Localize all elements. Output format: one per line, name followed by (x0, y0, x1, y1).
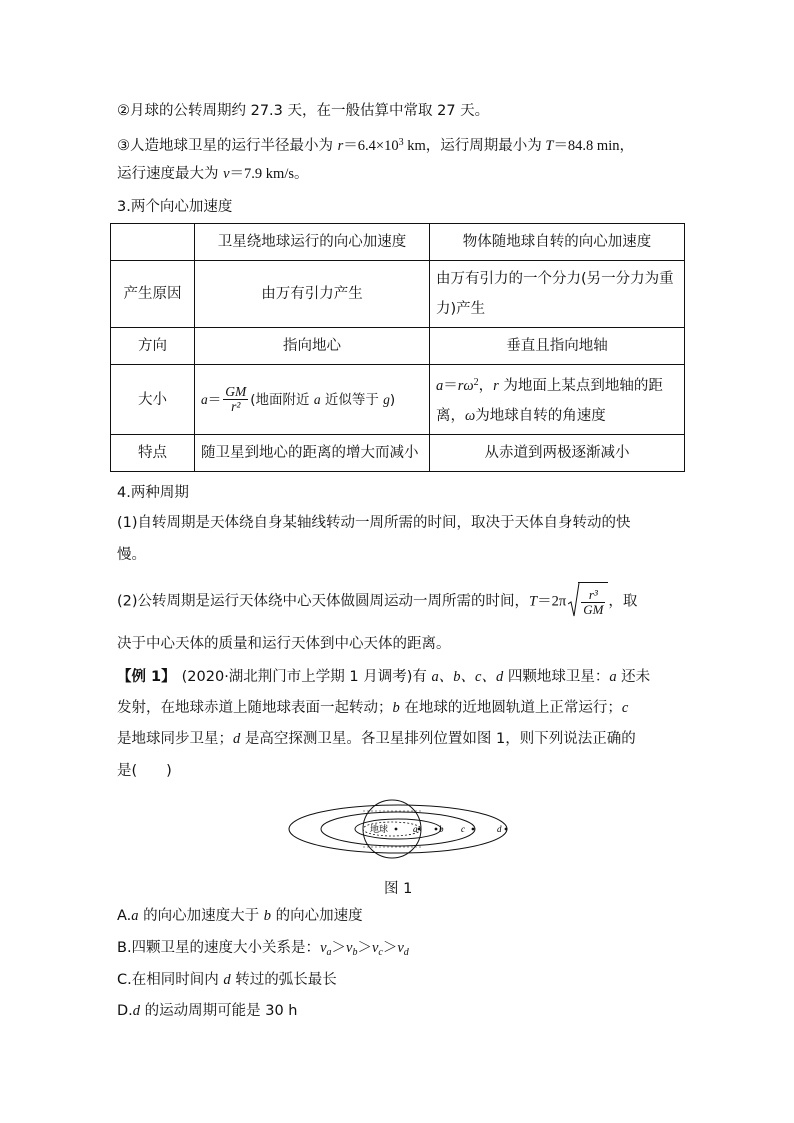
sat-c-dot (472, 828, 475, 831)
option-d (117, 1001, 298, 1021)
table-row-feature (111, 435, 685, 472)
var-r: r (337, 138, 344, 154)
var-v: v (223, 166, 230, 182)
paragraph-text: (2)公转周期是运行天体绕中心天体做圆周运动一周所需的时间， (117, 593, 530, 610)
var-r-omega: rω (457, 378, 474, 394)
var-d: d (132, 1003, 141, 1019)
example-text: 四颗地球卫星： (503, 669, 610, 685)
var-c: c (621, 700, 629, 716)
option-c (117, 970, 337, 990)
acceleration-table (110, 223, 685, 472)
var-a: a (131, 908, 139, 924)
intro-text: ③人造地球卫星的运行半径最小为 (117, 138, 338, 154)
intro-text: km，运行周期最小为 (403, 138, 546, 154)
row-label: 方向 (111, 328, 195, 365)
sat-c-label: c (461, 824, 465, 834)
paragraph-text: 决于中心天体的质量和运行天体到中心天体的距离。 (117, 636, 451, 652)
figure-orbits (287, 798, 517, 866)
row-label: 特点 (111, 435, 195, 472)
var-g: g (383, 391, 390, 407)
equals: ＝ (443, 378, 458, 394)
option-a (117, 906, 363, 926)
heading-text: 3.两个向心加速度 (117, 199, 233, 215)
row-label: 大小 (111, 365, 195, 435)
example-text: 还未 (616, 669, 651, 685)
example-tag: 【例 1】 (117, 669, 176, 685)
example-text: 是地球同步卫星； (117, 731, 233, 747)
option-text: C.在相同时间内 (117, 972, 224, 988)
cell-satellite: 随卫星到地心的距离的增大而减小 (195, 435, 430, 472)
fraction-denominator: r² (231, 399, 241, 414)
exponent: 2 (473, 377, 479, 388)
example-text: 发射，在地球赤道上随地球表面一起转动； (117, 700, 393, 716)
var-d: d (223, 972, 231, 988)
note-text: 近似等于 (320, 391, 384, 408)
orbit-diagram (287, 798, 517, 862)
table-row-cause (111, 261, 685, 328)
paragraph-text: 慢。 (117, 547, 146, 563)
section-4-heading (117, 483, 189, 503)
equals: ＝ (207, 391, 222, 408)
intro-text: 运行速度最大为 (117, 166, 224, 182)
option-text: 的向心加速度大于 (138, 908, 264, 924)
table-header-satellite: 卫星绕地球运行的向心加速度 (195, 224, 430, 261)
cell-satellite: 由万有引力产生 (195, 261, 430, 328)
earth-center-dot (395, 828, 398, 831)
note-text: 为地球自转的角速度 (475, 408, 606, 424)
section-4-p1-line2 (117, 545, 146, 565)
intro-line-satellite-radius (117, 133, 634, 156)
table-row-direction (111, 328, 685, 365)
note-text: 为地面上某点到地轴的距离， (436, 378, 663, 424)
var-a: a (436, 378, 444, 394)
earth-label: 地球 (370, 825, 389, 835)
example-line2 (117, 698, 628, 718)
option-label: D. (117, 1003, 133, 1019)
cell-rotation: 由万有引力的一个分力(另一分力为重力)产生 (430, 261, 685, 328)
orbit-c (321, 812, 475, 846)
table-header-rotation: 物体随地球自转的向心加速度 (430, 224, 685, 261)
fraction-numerator: r³ (581, 588, 605, 603)
option-text: 的运动周期可能是 30 h (140, 1003, 298, 1019)
row-label: 产生原因 (111, 261, 195, 328)
cell-satellite: 指向地心 (195, 328, 430, 365)
var-a: a (609, 669, 617, 685)
sat-d-dot (505, 828, 508, 831)
note-text: ， (478, 378, 494, 394)
var-a: a (313, 391, 321, 407)
var-T: T (545, 138, 554, 154)
equals-2pi: ＝2π (537, 593, 567, 610)
sat-d-label: d (497, 824, 502, 834)
var-omega: ω (465, 408, 476, 424)
table-row-magnitude (111, 365, 685, 435)
intro-line-max-speed (117, 164, 309, 184)
heading-text: 4.两种周期 (117, 485, 189, 501)
example-line3 (117, 729, 636, 749)
sat-b-label: b (439, 824, 444, 834)
cell-rotation: 从赤道到两极逐渐减小 (430, 435, 685, 472)
example-text: (2020·湖北荆门市上学期 1 月调考)有 (181, 669, 432, 685)
intro-value: ＝84.8 min， (553, 138, 634, 154)
example-line1 (117, 667, 650, 687)
paragraph-text: (1)自转周期是天体绕自身某轴线转动一周所需的时间，取决于天体自身转动的快 (117, 515, 631, 531)
var-a: a (201, 391, 208, 407)
sat-a-label: a (413, 824, 418, 834)
note-text: (地面附近 (250, 391, 314, 408)
section-4-p1-line1 (117, 513, 631, 533)
section-4-p2-line2 (117, 634, 451, 654)
section-4-p2-line1 (117, 582, 637, 621)
exponent: 3 (398, 137, 404, 148)
intro-line-moon-period (117, 101, 489, 121)
fraction-denominator: GM (583, 601, 604, 617)
var-d: d (233, 731, 241, 747)
cell-rotation: 垂直且指向地轴 (430, 328, 685, 365)
fraction-numerator: GM (225, 384, 247, 399)
var-b: b (392, 700, 400, 716)
cell-satellite-formula (195, 365, 430, 435)
var-list: a、b、c、d (431, 669, 504, 685)
sat-a-dot (418, 828, 421, 831)
var-T: T (529, 593, 538, 610)
example-text: 在地球的近地圆轨道上正常运行； (399, 700, 622, 716)
example-text: 是( ) (117, 763, 172, 779)
cell-rotation-formula (430, 365, 685, 435)
option-text: 转过的弧长最长 (230, 972, 337, 988)
intro-value: ＝6.4×10 (343, 138, 399, 154)
option-label: A. (117, 908, 132, 924)
option-text: 的向心加速度 (271, 908, 363, 924)
option-b: B.四颗卫星的速度大小关系是：$v_a>v_b>v_c>v_d$ (117, 940, 409, 958)
example-text: 是高空探测卫星。各卫星排列位置如图 1，则下列说法正确的 (240, 731, 636, 747)
var-r: r (493, 378, 499, 394)
paragraph-text: ，取 (608, 593, 638, 610)
var-b: b (263, 908, 271, 924)
sqrt-r3-gm (568, 582, 608, 621)
section-3-heading (117, 197, 232, 217)
example-line4 (117, 761, 172, 781)
option-text: B.四颗卫星的速度大小关系是： (117, 940, 321, 956)
intro-text: ②月球的公转周期约 27.3 天，在一般估算中常取 27 天。 (117, 103, 490, 119)
note-text: ) (389, 391, 396, 408)
figure-caption: 图 1 (384, 881, 413, 897)
speed-relation: $v_a$ (320, 940, 332, 958)
sat-b-dot (435, 828, 438, 831)
table-header-empty (111, 224, 195, 261)
fraction-gm-r2 (223, 385, 248, 414)
table-header-row (111, 224, 685, 261)
intro-value: ＝7.9 km/s。 (229, 166, 309, 182)
